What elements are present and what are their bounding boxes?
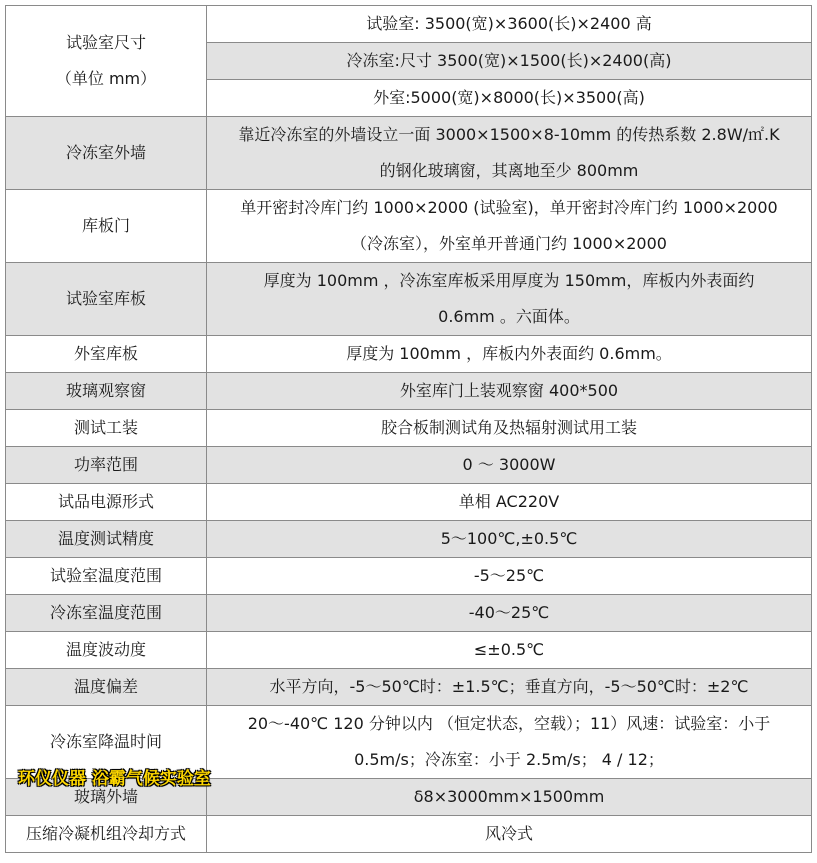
row-value-door: 单开密封冷库门约 1000×2000 (试验室)，单开密封冷库门约 1000×2000 （冷冻室），外室单开普通门约 1000×2000 <box>207 190 812 263</box>
table-row <box>6 558 812 595</box>
row-key-freezer-temp: 冷冻室温度范围 <box>6 595 207 632</box>
row-value-condenser: 风冷式 <box>207 816 812 853</box>
row-value-glass-wall: δ8×3000mm×1500mm <box>207 779 812 816</box>
row-value-cooling-time: 20～-40℃ 120 分钟以内 （恒定状态，空载）；11）风速：试验室：小于 0.5m/s；冷冻室：小于 2.5m/s； 4 / 12； <box>207 706 812 779</box>
table-row <box>6 190 812 263</box>
table-row <box>6 336 812 373</box>
row-key-window: 玻璃观察窗 <box>6 373 207 410</box>
row-key-door: 库板门 <box>6 190 207 263</box>
row-value-lab-temp: -5～25℃ <box>207 558 812 595</box>
row-value-fixture: 胶合板制测试角及热辐射测试用工装 <box>207 410 812 447</box>
table-row <box>6 117 812 190</box>
row-key-size: 试验室尺寸 （单位 mm） <box>6 6 207 117</box>
table-row <box>6 263 812 336</box>
row-value-freezer-wall: 靠近冷冻室的外墙设立一面 3000×1500×8-10mm 的传热系数 2.8W/㎡.K 的钢化玻璃窗，其离地至少 800mm <box>207 117 812 190</box>
row-value-deviation: 水平方向，-5～50℃时：±1.5℃；垂直方向，-5～50℃时：±2℃ <box>207 669 812 706</box>
row-value-accuracy: 5～100℃,±0.5℃ <box>207 521 812 558</box>
table-row <box>6 632 812 669</box>
watermark-logo: 环仪仪器 浴霸气候实验室 <box>18 769 211 789</box>
table-row <box>6 669 812 706</box>
table-row <box>6 816 812 853</box>
row-value-power: 0 ～ 3000W <box>207 447 812 484</box>
row-value-supply: 单相 AC220V <box>207 484 812 521</box>
row-value-lab-panel: 厚度为 100mm ，冷冻室库板采用厚度为 150mm，库板内外表面约 0.6mm 。六面体。 <box>207 263 812 336</box>
row-value-outer-panel: 厚度为 100mm ，库板内外表面约 0.6mm。 <box>207 336 812 373</box>
row-key-condenser: 压缩冷凝机组冷却方式 <box>6 816 207 853</box>
row-key-lab-panel: 试验室库板 <box>6 263 207 336</box>
row-key-cooling-time: 冷冻室降温时间 <box>6 706 207 779</box>
row-value-freezer-temp: -40～25℃ <box>207 595 812 632</box>
table-row <box>6 484 812 521</box>
table-row <box>6 521 812 558</box>
row-key-outer-panel: 外室库板 <box>6 336 207 373</box>
row-key-deviation: 温度偏差 <box>6 669 207 706</box>
table-row <box>6 373 812 410</box>
row-key-freezer-wall: 冷冻室外墙 <box>6 117 207 190</box>
table-row <box>6 595 812 632</box>
row-key-power: 功率范围 <box>6 447 207 484</box>
row-key-accuracy: 温度测试精度 <box>6 521 207 558</box>
row-value-window: 外室库门上装观察窗 400*500 <box>207 373 812 410</box>
spec-table <box>5 5 812 853</box>
row-key-lab-temp: 试验室温度范围 <box>6 558 207 595</box>
row-key-supply: 试品电源形式 <box>6 484 207 521</box>
table-row <box>6 447 812 484</box>
row-value-fluctuation: ≤±0.5℃ <box>207 632 812 669</box>
row-value-size-freezer: 冷冻室:尺寸 3500(宽)×1500(长)×2400(高) <box>207 43 812 80</box>
row-key-glass-wall: 玻璃外墙 <box>6 779 207 816</box>
row-value-size-lab: 试验室: 3500(宽)×3600(长)×2400 高 <box>207 6 812 43</box>
row-value-size-outer: 外室:5000(宽)×8000(长)×3500(高) <box>207 80 812 117</box>
row-key-fluctuation: 温度波动度 <box>6 632 207 669</box>
row-key-fixture: 测试工装 <box>6 410 207 447</box>
table-row <box>6 410 812 447</box>
